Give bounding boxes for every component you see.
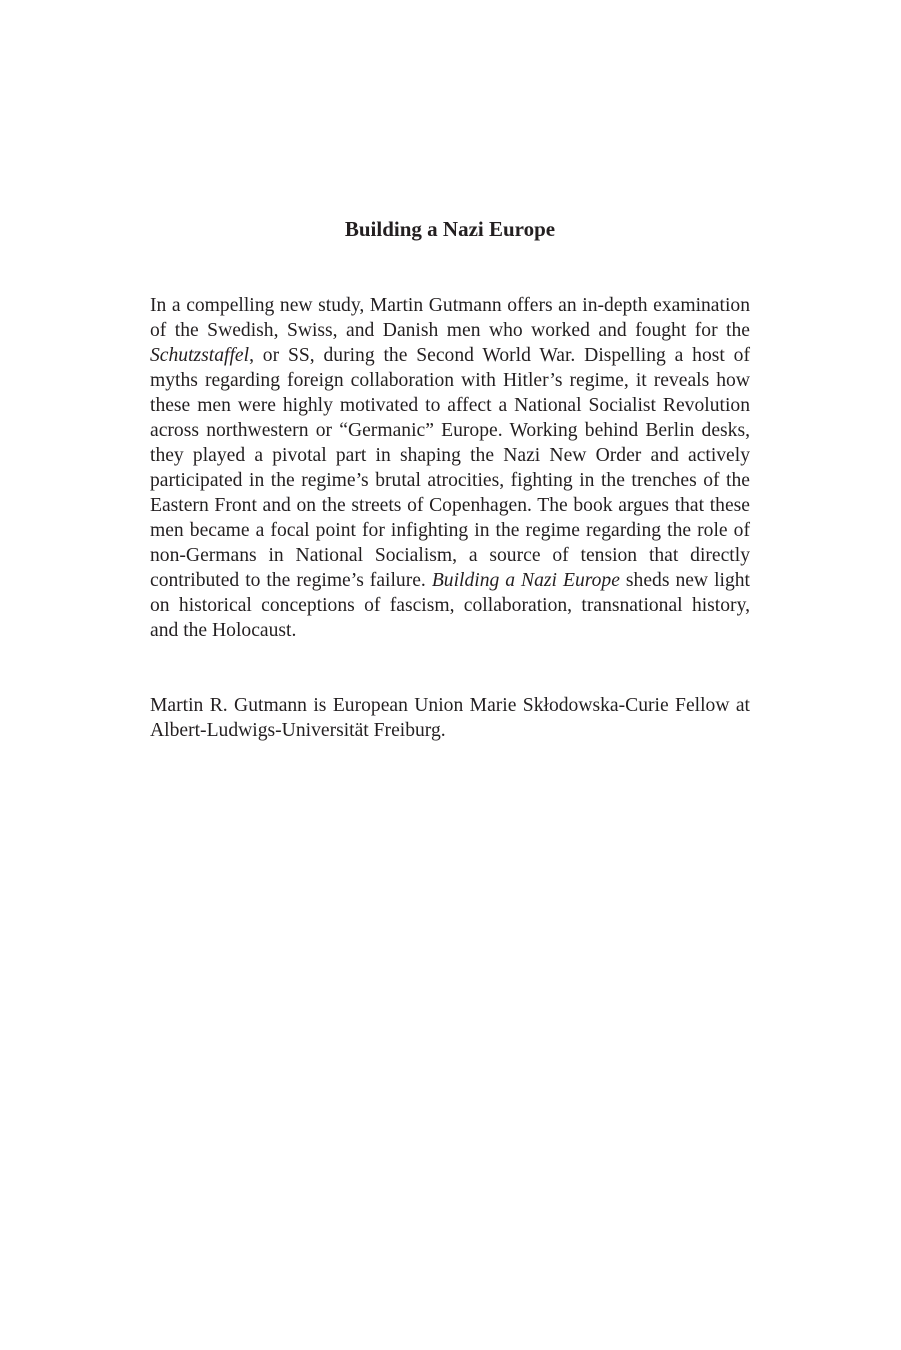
book-title: Building a Nazi Europe xyxy=(344,217,556,241)
author-bio: Martin R. Gutmann is European Union Marie Skłodowska-Curie Fellow at Albert-Ludwigs-Universität Freiburg. xyxy=(150,695,750,741)
description-text-3: sheds new light on historical conceptions of fascism, collaboration, transnational history, and the Holocaust. xyxy=(150,570,750,641)
book-description xyxy=(150,293,750,643)
description-italic-schutzstaffel: Schutzstaffel xyxy=(150,345,250,366)
description-text-2: , or SS, during the Second World War. Dispelling a host of myths regarding foreign collaboration with Hitler’s regime, it reveals how these men were highly motivated to affect a National Socialist Revolution across northwestern or “Germanic” Europe. Working behind Berlin desks, they played a pivotal part in shaping the Nazi New Order and actively participated in the regime’s brutal atrocities, fighting in the trenches of the Eastern Front and on the streets of Copenhagen. The book argues that these men became a focal point for infighting in the regime regarding the role of non-Germans in National Socialism, a source of tension that directly contributed to the regime’s failure. xyxy=(150,345,750,591)
description-italic-title: Building a Nazi Europe xyxy=(431,570,620,591)
description-text-1: In a compelling new study, Martin Gutmann offers an in-depth examination of the Swedish, Swiss, and Danish men who worked and fought for the xyxy=(150,295,750,341)
